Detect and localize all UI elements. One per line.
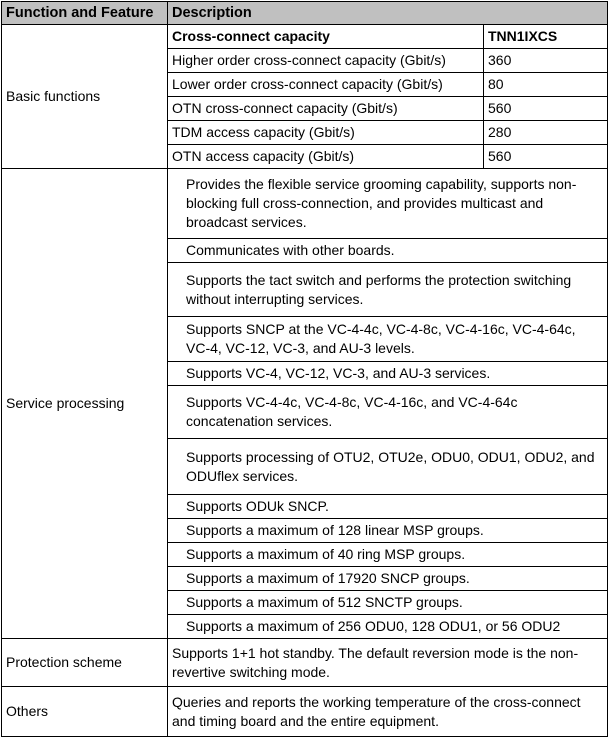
capacity-name: OTN cross-connect capacity (Gbit/s): [168, 97, 484, 121]
board-header: TNN1IXCS: [484, 25, 608, 49]
service-item: Supports a maximum of 256 ODU0, 128 ODU1, or 56 ODU2: [168, 615, 608, 639]
header-function: Function and Feature: [2, 2, 168, 25]
capacity-name: Higher order cross-connect capacity (Gbit/s): [168, 49, 484, 73]
service-processing-label: Service processing: [2, 169, 168, 639]
others-text: Queries and reports the working temperature of the cross-connect and timing board and the entire equipment.: [168, 687, 608, 737]
basic-functions-label: Basic functions: [2, 25, 168, 169]
protection-scheme-text: Supports 1+1 hot standby. The default reversion mode is the non-revertive switching mode.: [168, 639, 608, 687]
basic-subheader-row: [2, 25, 608, 49]
table-row: [2, 639, 608, 687]
capacity-value: 360: [484, 49, 608, 73]
table-row: [2, 687, 608, 737]
service-item: Supports a maximum of 40 ring MSP groups.: [168, 543, 608, 567]
table-row: [2, 169, 608, 239]
protection-scheme-label: Protection scheme: [2, 639, 168, 687]
capacity-name: Lower order cross-connect capacity (Gbit/s): [168, 73, 484, 97]
service-item: Supports VC-4-4c, VC-4-8c, VC-4-16c, and VC-4-64c concatenation services.: [168, 386, 608, 439]
capacity-name: OTN access capacity (Gbit/s): [168, 145, 484, 169]
capacity-value: 80: [484, 73, 608, 97]
service-item: Supports VC-4, VC-12, VC-3, and AU-3 services.: [168, 362, 608, 386]
service-item: Supports the tact switch and performs the protection switching without interrupting services.: [168, 263, 608, 317]
service-item: Supports SNCP at the VC-4-4c, VC-4-8c, VC-4-16c, VC-4-64c, VC-4, VC-12, VC-3, and AU-3 levels.: [168, 317, 608, 362]
feature-table: [1, 1, 608, 737]
others-label: Others: [2, 687, 168, 737]
service-item: Communicates with other boards.: [168, 239, 608, 263]
service-item: Supports ODUk SNCP.: [168, 495, 608, 519]
capacity-header: Cross-connect capacity: [168, 25, 484, 49]
header-row: [2, 2, 608, 25]
capacity-value: 280: [484, 121, 608, 145]
service-item: Supports processing of OTU2, OTU2e, ODU0, ODU1, ODU2, and ODUflex services.: [168, 439, 608, 495]
service-item: Provides the flexible service grooming capability, supports non-blocking full cross-connection, and provides multicast and broadcast services.: [168, 169, 608, 239]
capacity-value: 560: [484, 97, 608, 121]
header-description: Description: [168, 2, 608, 25]
capacity-name: TDM access capacity (Gbit/s): [168, 121, 484, 145]
service-item: Supports a maximum of 128 linear MSP groups.: [168, 519, 608, 543]
service-item: Supports a maximum of 512 SNCTP groups.: [168, 591, 608, 615]
service-item: Supports a maximum of 17920 SNCP groups.: [168, 567, 608, 591]
capacity-value: 560: [484, 145, 608, 169]
